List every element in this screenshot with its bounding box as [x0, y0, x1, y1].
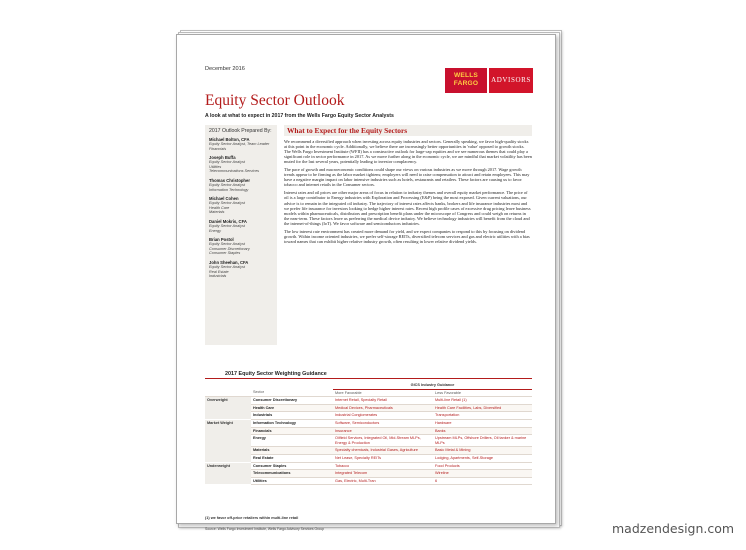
sector-cell: Consumer Staples	[251, 462, 333, 470]
main-content	[284, 125, 532, 247]
weight-cell: Underweight	[205, 462, 251, 485]
analyst-entry	[209, 196, 273, 215]
body-paragraph: We recommend a diversified approach when investing across equity industries and sectors. Generally speaking, we favor high-quality stocks at this point in the economic cycle. Additionally, we believe there are increasingly better opportunities in 'value' opposed to growth stocks. The Wells Fargo Investment Institute (WFII) has a constructive outlook for large-cap equities and we see numerous themes that could play a significant role in sector performance in 2017. As we move further along in the economic cycle, we are mindful that market volatility has been muted for the last several years, potentially leading to investor complacency.	[284, 139, 532, 165]
document-date: December 2016	[205, 66, 245, 72]
analyst-role: Industrials	[209, 274, 227, 279]
sector-cell: Telecommunications	[251, 470, 333, 478]
less-favorable-cell: Transportation	[433, 412, 532, 420]
sector-cell: Utilities	[251, 477, 333, 485]
table-title	[205, 371, 532, 379]
analyst-role: Energy	[209, 228, 222, 233]
analyst-entry	[209, 178, 273, 192]
more-favorable-cell: Specialty chemicals, Industrial Gases, Agriculture	[333, 447, 433, 455]
more-favorable-cell: Insurance	[333, 427, 433, 435]
analyst-name: Michael Bolton, CFA	[209, 137, 250, 142]
more-favorable-cell: Internet Retail, Specialty Retail	[333, 397, 433, 405]
table-row	[205, 454, 532, 462]
sector-cell: Materials	[251, 447, 333, 455]
analyst-role: Telecommunications Services	[209, 169, 260, 174]
table-row	[205, 435, 532, 447]
more-favorable-cell: Gas, Electric, Multi-Tran	[333, 477, 433, 485]
analyst-role: Utilities	[209, 164, 222, 169]
sector-cell: Health Care	[251, 404, 333, 412]
table-title-text: 2017 Equity Sector Weighting Guidance	[225, 371, 327, 377]
analyst-name: Thomas Christopher	[209, 177, 250, 183]
analyst-entry	[209, 155, 273, 174]
sector-cell: Real Estate	[251, 454, 333, 462]
sector-cell: Consumer Discretionary	[251, 397, 333, 405]
analyst-entry	[209, 260, 273, 279]
body-paragraph: Interest rates and oil prices are other major areas of focus in relation to industry themes and overall equity market performance. The price of oil is a large contributor to Energy industries with Exploration and Processing (E&P) being the most exposed. Given current valuations, our advice is to remain in the integrated oil industry. The trajectory of interest rates affects banks, brokers and life insurance industries most and we prefer life insurance for investors looking to hedge higher interest rates. Recent high profile cases of excessive drug pricing leave business models within pharmaceuticals, distributors and prescription benefit plans under the microscope of Congress and could weigh on returns in the near-term. These factors leave us preferring the medical device industry. We believe technology industries will benefit from the cloud and the internet-of-things (IoT). We favor software and semiconductors industries.	[284, 190, 531, 226]
document-page	[176, 34, 556, 531]
analyst-name: John Sheehan, CFA	[209, 259, 249, 265]
table-body	[205, 397, 532, 485]
sector-weighting-table	[205, 382, 532, 485]
analyst-name: Joseph Buffa	[209, 155, 236, 161]
more-favorable-cell: Medical Devices, Pharmaceuticals	[333, 404, 433, 412]
more-favorable-cell: Software, Semiconductors	[333, 419, 433, 427]
wells-fargo-logo: WELLS FARGO	[445, 68, 487, 93]
analyst-role: Financials	[209, 146, 227, 151]
analyst-name: Brian Postol	[209, 237, 234, 243]
table-footnote: (1) we favor off-price retailers within multi-line retail	[205, 516, 299, 520]
weight-cell: Market Weight	[205, 419, 251, 462]
analyst-entry	[209, 237, 273, 256]
less-favorable-cell: Lodging, Apartments, Self-Storage	[433, 454, 532, 462]
less-favorable-cell: Upstream MLPs, Offshore Drillers, Oil tanker & marine MLPs	[433, 435, 532, 447]
less-favorable-cell: Wireline	[433, 470, 532, 478]
watermark: madzendesign.com	[612, 521, 735, 536]
section-heading: What to Expect for the Equity Sectors	[284, 125, 532, 136]
table-column-row	[205, 389, 532, 397]
table-row	[205, 412, 532, 420]
page-title: Equity Sector Outlook	[205, 92, 345, 109]
analyst-role: Materials	[209, 210, 225, 215]
col-less: Less Favorable	[433, 389, 532, 397]
sector-cell: Financials	[251, 427, 333, 435]
more-favorable-cell: Net Lease, Specialty REITs	[333, 454, 433, 462]
analyst-name: Michael Cohen	[209, 196, 239, 202]
page-subtitle: A look at what to expect in 2017 from the Wells Fargo Equity Sector Analysts	[205, 113, 394, 119]
analyst-role: Equity Sector Analyst	[209, 160, 245, 165]
table-row	[205, 470, 532, 478]
sector-cell: Industrials	[251, 412, 333, 420]
less-favorable-cell: 6	[433, 477, 532, 485]
analyst-role: Equity Sector Analyst	[209, 242, 245, 247]
gics-heading: GICS Industry Guidance	[333, 382, 532, 389]
table-row	[205, 477, 532, 485]
table-row	[205, 462, 532, 470]
less-favorable-cell: Food Products	[433, 462, 532, 470]
weight-cell: Overweight	[205, 397, 251, 420]
less-favorable-cell: Multi-line Retail (1)	[433, 397, 532, 405]
analyst-role: Equity Sector Analyst	[209, 223, 245, 228]
analyst-role: Consumer Staples	[209, 251, 241, 256]
analyst-name: Daniel Mokris, CFA	[209, 218, 247, 224]
table-row	[205, 419, 532, 427]
less-favorable-cell: Banks	[433, 427, 532, 435]
less-favorable-cell: Basic Metal & Mining	[433, 447, 532, 455]
analyst-role: Equity Sector Analyst	[209, 264, 245, 269]
table-source: Source: Wells Fargo Investment Institute, Wells Fargo Advisory Services Group	[205, 527, 324, 531]
more-favorable-cell: Tobacco	[333, 462, 433, 470]
analyst-role: Health Care	[209, 205, 230, 210]
analyst-role: Equity Sector Analyst, Team Leader	[209, 142, 270, 146]
table-header-row	[205, 382, 532, 389]
col-sector: Sector	[251, 389, 333, 397]
body-paragraph: The pace of growth and macroeconomic conditions could shape our views on various industries as we move through 2017. Wage growth trends appear to be firming as the labor market tightens; employers will need to raise compensation to attract and retain employees. This may have a negative margin impact on labor intensive industries such as hotels, restaurants and retailers. These factors are causing us to favor tobacco and internet retails in the Consumer sectors.	[284, 167, 530, 188]
table-row	[205, 397, 532, 405]
analyst-entry	[209, 137, 273, 151]
advisors-logo: ADVISORS	[489, 68, 533, 93]
analyst-role: Equity Sector Analyst	[209, 182, 245, 187]
sidebar-heading: 2017 Outlook Prepared By:	[209, 128, 272, 134]
paragraph-list	[284, 139, 532, 244]
analyst-entry	[209, 219, 273, 233]
more-favorable-cell: Integrated Telecom	[333, 470, 433, 478]
sector-cell: Information Technology	[251, 419, 333, 427]
table-row	[205, 427, 532, 435]
analyst-role: Real Estate	[209, 269, 229, 274]
table-row	[205, 404, 532, 412]
less-favorable-cell: Hardware	[433, 419, 532, 427]
more-favorable-cell: Oilfield Services, Integrated Oil, Mid-Stream MLPs, Energy & Production	[333, 435, 433, 447]
sector-cell: Energy	[251, 435, 333, 447]
less-favorable-cell: Health Care Facilities, Labs, Diversified	[433, 404, 532, 412]
analyst-role: Consumer Discretionary	[209, 246, 250, 251]
body-paragraph: The low interest rate environment has created more demand for yield, and we expect companies to respond to this by focusing on dividend growth. Within income oriented industries, we prefer self-storage REITs, diversified telecom services and gas and electric utilities with a bias toward names that can exhibit higher relative industry growth, often resulting in lower relative dividend yields.	[284, 228, 530, 244]
analyst-role: Information Technology	[209, 187, 249, 192]
analyst-sidebar	[205, 125, 277, 345]
analyst-role: Equity Sector Analyst	[209, 201, 245, 206]
col-more: More Favorable	[333, 389, 433, 397]
more-favorable-cell: Industrial Conglomerates	[333, 412, 433, 420]
analyst-list	[209, 137, 273, 279]
table-row	[205, 447, 532, 455]
